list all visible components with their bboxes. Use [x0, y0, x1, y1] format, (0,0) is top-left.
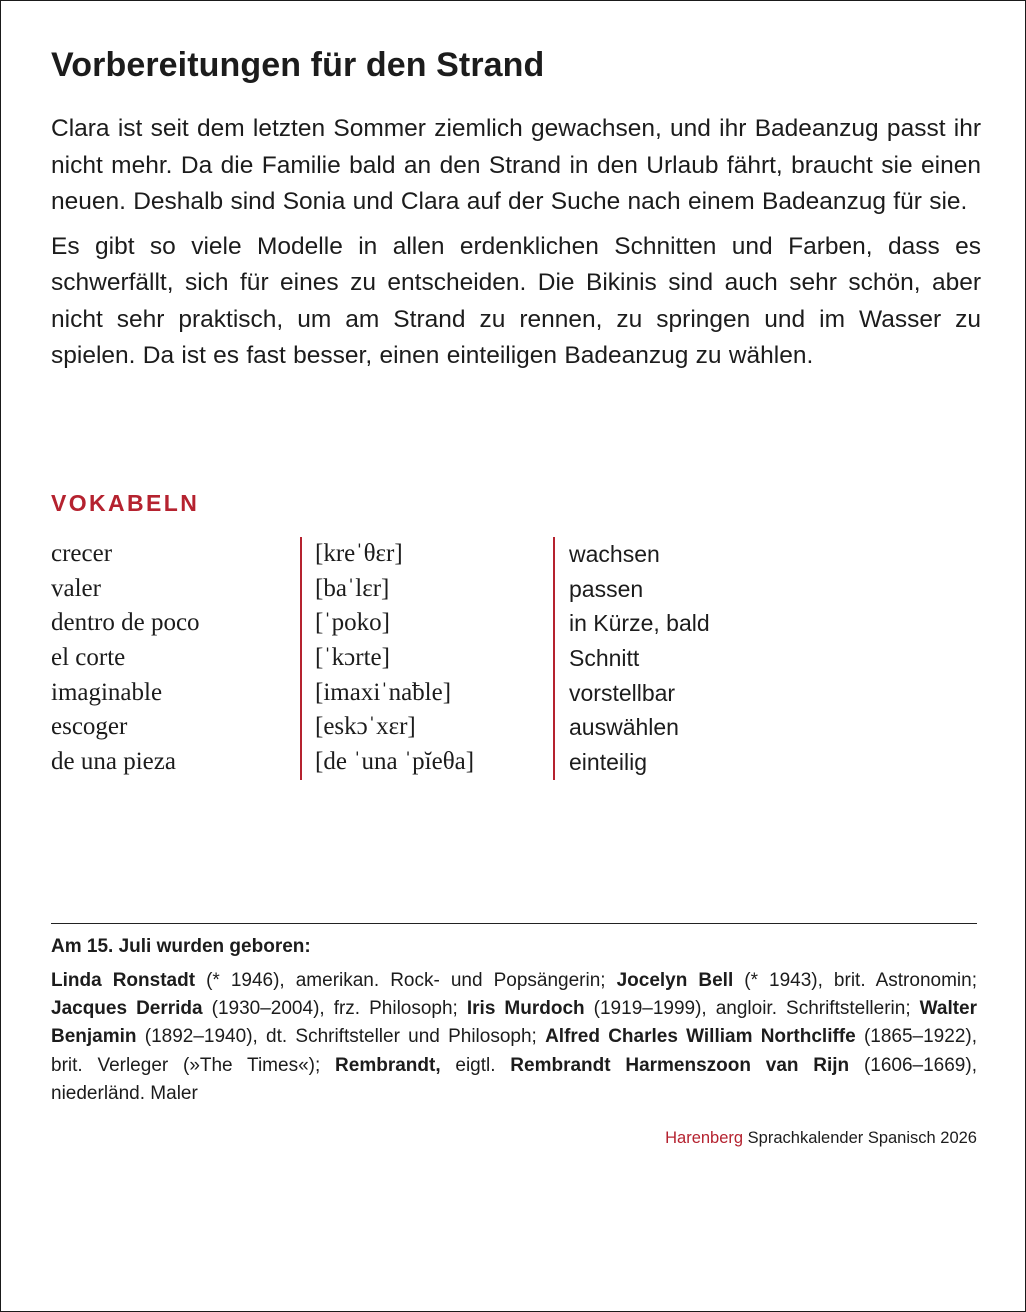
vocab-heading: VOKABELN: [51, 490, 200, 516]
vocab-german-translation: passen: [569, 575, 644, 602]
vocab-pronunciation: [ˈkɔrte]: [315, 644, 390, 672]
section-divider: [51, 923, 977, 924]
vocab-german-translation: wachsen: [569, 541, 660, 567]
calendar-name: Sprachkalender Spanisch 2026: [743, 1129, 977, 1147]
birthday-person-info: (* 1946), amerikan. Rock- und Popsängerin;: [195, 970, 617, 991]
vocab-german-translation: vorstellbar: [569, 679, 676, 706]
vocab-spanish-word: el corte: [51, 644, 126, 672]
vocab-spanish-word: valer: [51, 574, 101, 602]
birthday-person-info: (1892–1940), dt. Schriftsteller und Philosoph;: [136, 1026, 546, 1048]
birthday-person-info: (1930–2004), frz. Philosoph;: [202, 998, 467, 1020]
vocab-german-translation: in Kürze, bald: [569, 610, 710, 637]
vocab-spanish-column: [51, 537, 291, 780]
vocab-pronunciation: [eskɔˈxɛr]: [315, 713, 416, 741]
vocab-pronunciation: [baˈlɛr]: [315, 574, 390, 602]
vocab-german-translation: einteilig: [569, 749, 647, 776]
vocab-spanish-word: dentro de poco: [51, 609, 200, 637]
birthday-person-name: Jacques Derrida: [51, 998, 203, 1020]
story-text: [51, 111, 981, 383]
birthday-person-info: (1606–1669), niederländ. Maler: [51, 1054, 977, 1104]
vocab-pronunciation: [imaxiˈnaƀle]: [315, 678, 452, 706]
birthday-person-name: Walter Benjamin: [51, 998, 978, 1048]
vocab-spanish-word: de una pieza: [51, 748, 176, 776]
birthday-person-info: eigtl.: [440, 1054, 511, 1076]
story-paragraph: Es gibt so viele Modelle in allen erdenklichen Schnitten und Farben, dass es schwerfällt, sich für eines zu entscheiden. Die Bikinis sind auch sehr schön, aber nicht sehr praktisch, um am Strand zu rennen, zu springen und im Wasser zu spielen. Da ist es fast besser, einen einteiligen Badeanzug zu wählen.: [51, 232, 981, 369]
vocab-german-column: [553, 537, 869, 780]
vocab-spanish-word: escoger: [51, 713, 128, 741]
birthday-person-info: (1919–1999), angloir. Schriftstellerin;: [584, 998, 920, 1020]
vocab-spanish-word: crecer: [51, 540, 113, 567]
vocab-german-translation: auswählen: [569, 714, 679, 741]
birthdays-list: [51, 967, 977, 1108]
birthday-person-name: Iris Murdoch: [466, 998, 585, 1020]
birthday-person-name: Alfred Charles William Northcliffe: [545, 1026, 856, 1048]
page-title: Vorbereitungen für den Strand: [51, 46, 545, 84]
birthday-person-name: Linda Ronstadt: [51, 970, 196, 991]
vocab-pronunciation: [ˈpoko]: [315, 609, 390, 637]
footer-credit: [665, 1125, 977, 1151]
publisher-brand: Harenberg: [665, 1129, 744, 1147]
birthday-person-name: Jocelyn Bell: [616, 970, 734, 991]
vocab-pronunciation-column: [300, 537, 555, 780]
birthday-person-name: Rembrandt,: [335, 1054, 441, 1076]
birthday-person-name: Rembrandt Harmenszoon van Rijn: [510, 1054, 850, 1076]
birthdays-title: Am 15. Juli wurden geboren:: [51, 936, 311, 957]
birthday-person-info: (1865–1922), brit. Verleger (»The Times«);: [51, 1026, 977, 1076]
vocab-pronunciation: [kreˈθɛr]: [315, 540, 403, 567]
birthday-person-info: (* 1943), brit. Astronomin;: [733, 970, 977, 991]
vocab-spanish-word: imaginable: [51, 678, 163, 706]
story-paragraph: Clara ist seit dem letzten Sommer ziemlich gewachsen, und ihr Badeanzug passt ihr nicht mehr. Da die Familie bald an den Strand in den Urlaub fährt, braucht sie einen neuen. Deshalb sind Sonia und Clara auf der Suche nach einem Badeanzug für sie.: [51, 115, 981, 215]
vocab-pronunciation: [de ˈuna ˈpĭeθa]: [315, 748, 475, 776]
vocab-german-translation: Schnitt: [569, 645, 640, 672]
